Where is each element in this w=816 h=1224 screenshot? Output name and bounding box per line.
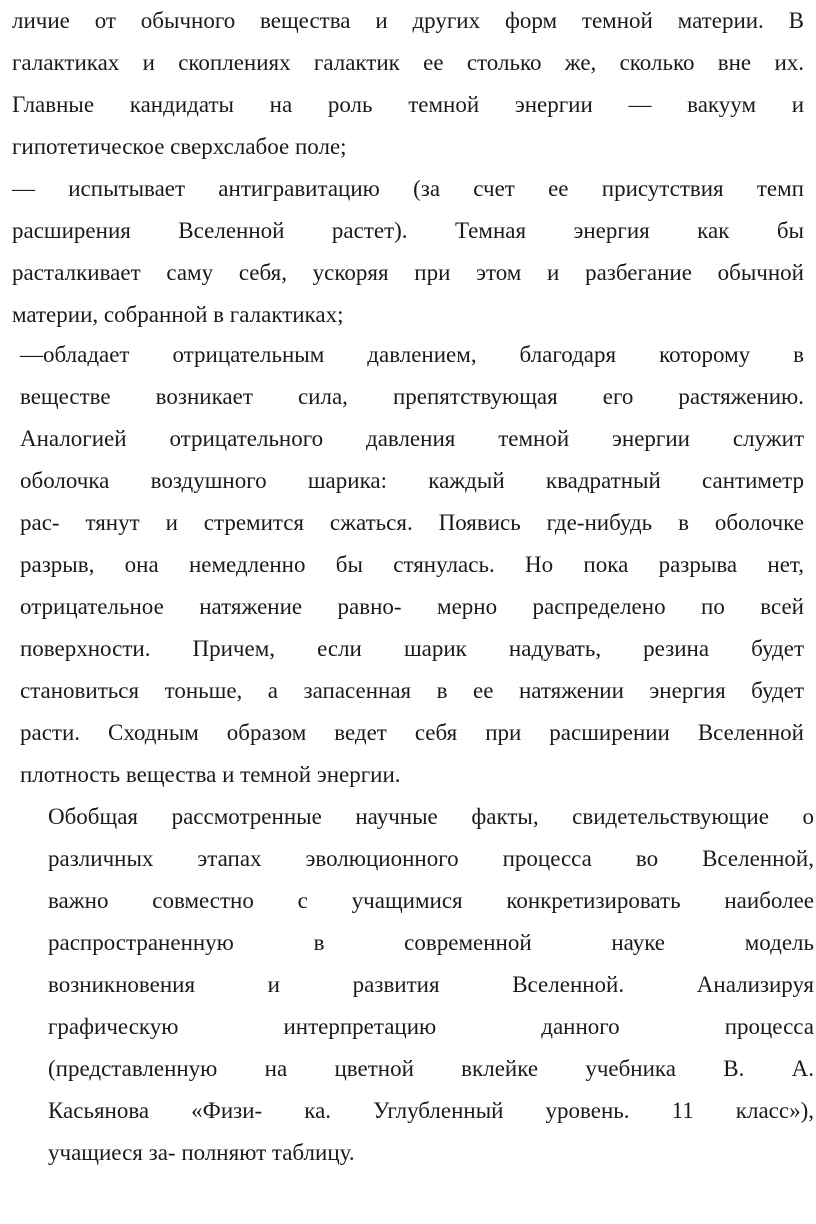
- text-line: рас- тянут и стремится сжаться. Появись где-нибудь в оболочке: [20, 510, 804, 535]
- text-line: разрыв, она немедленно бы стянулась. Но пока разрыва нет,: [20, 552, 804, 577]
- paragraph-dark-energy-intro: [12, 0, 804, 168]
- text-line: становиться тоньше, а запасенная в ее натяжении энергия будет: [20, 678, 804, 703]
- text-line: плотность вещества и темной энергии.: [20, 762, 401, 787]
- text-line: расти. Сходным образом ведет себя при расширении Вселенной: [20, 720, 804, 745]
- text-line: Касьянова «Физи- ка. Углубленный уровень. 11 класс»),: [48, 1098, 814, 1123]
- text-line: материи, собранной в галактиках;: [12, 302, 344, 327]
- text-line: личие от обычного вещества и других форм темной материи. В: [12, 8, 804, 33]
- paragraph-summary: [48, 796, 814, 1174]
- text-line: отрицательное натяжение равно- мерно распределено по всей: [20, 594, 804, 619]
- text-line: расширения Вселенной растет). Темная энергия как бы: [12, 218, 804, 243]
- paragraph-negative-pressure: [20, 334, 804, 796]
- text-line: Обобщая рассмотренные научные факты, свидетельствующие о: [48, 804, 814, 829]
- paragraph-antigravity: [12, 168, 804, 336]
- text-line: различных этапах эволюционного процесса во Вселенной,: [48, 846, 814, 871]
- text-line: возникновения и развития Вселенной. Анализируя: [48, 972, 814, 997]
- text-line: (представленную на цветной вклейке учебника В. А.: [48, 1056, 814, 1081]
- text-line: Аналогией отрицательного давления темной энергии служит: [20, 426, 804, 451]
- text-line: гипотетическое сверхслабое поле;: [12, 134, 347, 159]
- text-line: поверхности. Причем, если шарик надувать, резина будет: [20, 636, 804, 661]
- text-line: важно совместно с учащимися конкретизировать наиболее: [48, 888, 814, 913]
- text-line: —обладает отрицательным давлением, благодаря которому в: [20, 342, 804, 367]
- text-line: учащиеся за- полняют таблицу.: [48, 1140, 355, 1165]
- text-line: распространенную в современной науке модель: [48, 930, 814, 955]
- text-line: оболочка воздушного шарика: каждый квадратный сантиметр: [20, 468, 804, 493]
- text-line: Главные кандидаты на роль темной энергии — вакуум и: [12, 92, 804, 117]
- text-line: галактиках и скоплениях галактик ее столько же, сколько вне их.: [12, 50, 804, 75]
- text-line: расталкивает саму себя, ускоряя при этом и разбегание обычной: [12, 260, 804, 285]
- text-line: графическую интерпретацию данного процесса: [48, 1014, 814, 1039]
- text-line: — испытывает антигравитацию (за счет ее присутствия темп: [12, 176, 804, 201]
- text-line: веществе возникает сила, препятствующая его растяжению.: [20, 384, 804, 409]
